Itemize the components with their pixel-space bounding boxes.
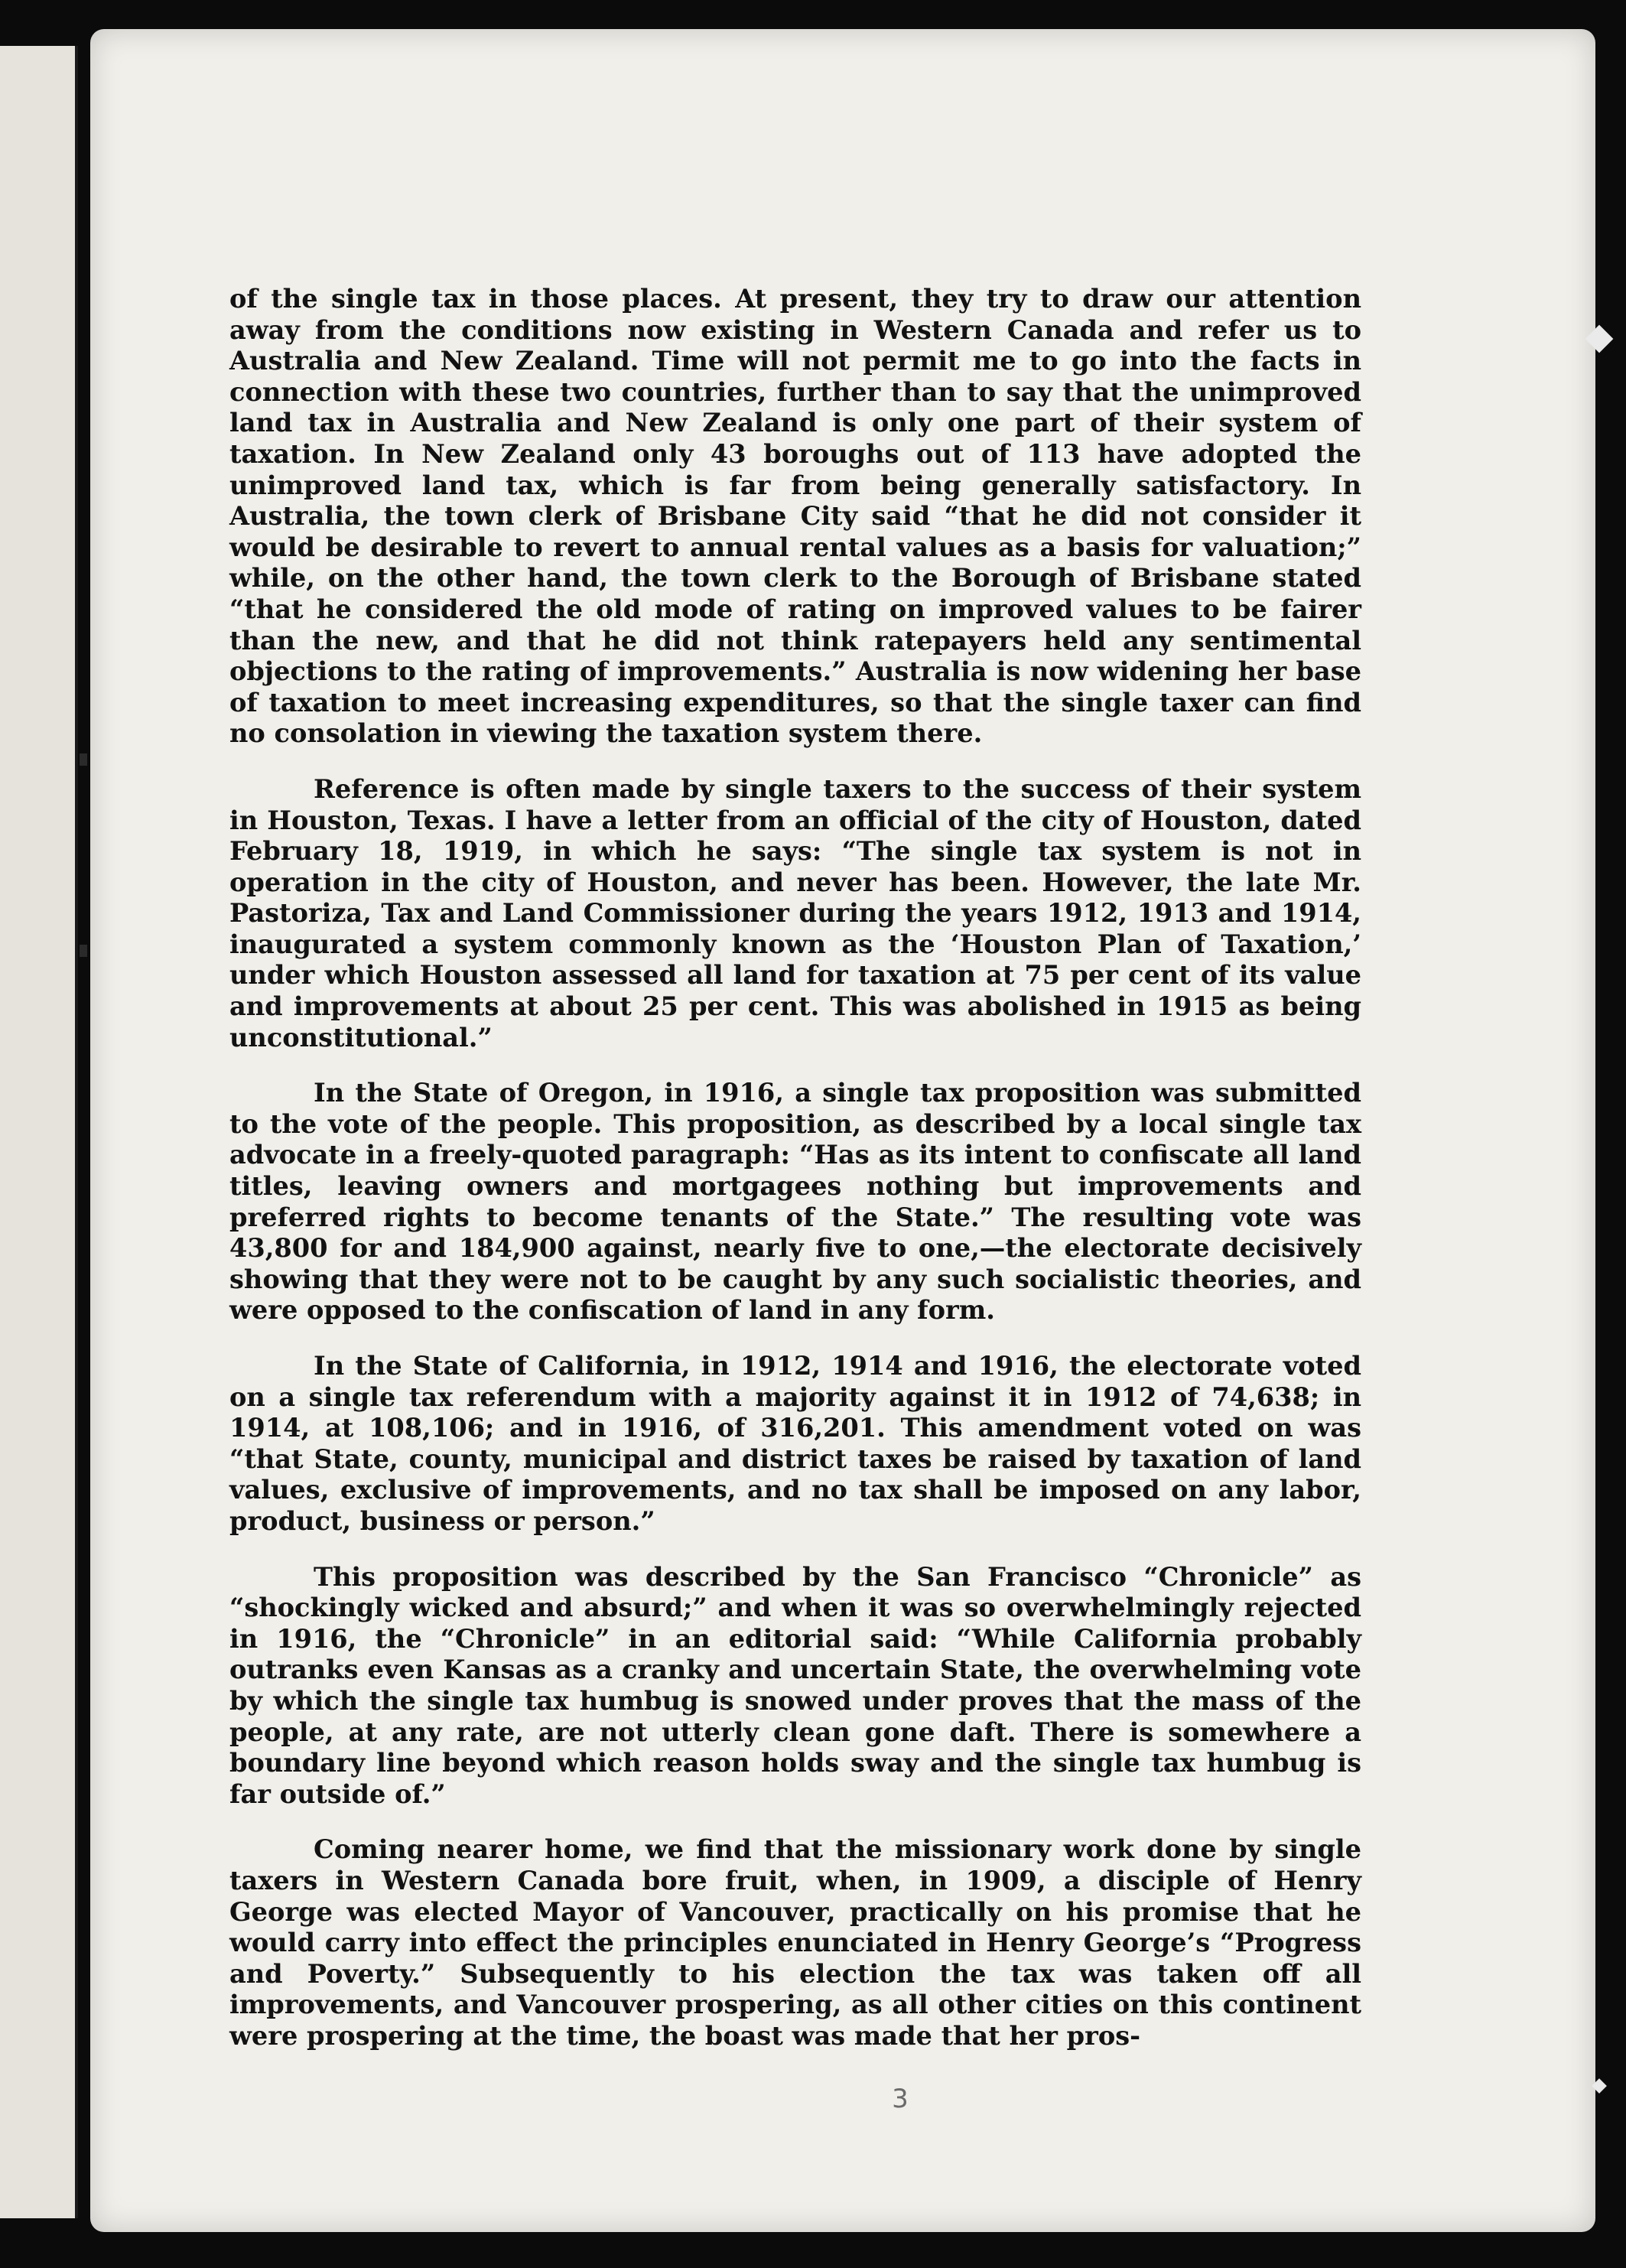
paragraph-houston: Reference is often made by single taxers to the success of their system in Houston, Texas. I have a letter from an official of the city of Houston, dated February 18, 1919, in which he says: “The single tax system is not in operation in the city of Houston, and never has been. However, the late Mr. Pastoriza, Tax and Land Commissioner during the years 1912, 1913 and 1914, inaugurated a system commonly known as the ‘Houston Plan of Taxation,’ under which Houston assessed all land for taxation at 75 per cent of its value and improvements at about 25 per cent. This was abolished in 1915 as being unconstitutional.”	[229, 773, 1361, 1053]
previous-page-edge	[0, 46, 78, 2218]
paragraph-australia-new-zealand: of the single tax in those places. At present, they try to draw our attention away from the conditions now existing in Western Canada and refer us to Australia and New Zealand. Time will not permit me to go into the facts in connection with these two countries, further than to say that the unimproved land tax in Australia and New Zealand is only one part of their system of taxation. In New Zealand only 43 boroughs out of 113 have adopted the unimproved land tax, which is far from being generally satisfactory. In Australia, the town clerk of Brisbane City said “that he did not consider it would be desirable to revert to annual rental values as a basis for valuation;” while, on the other hand, the town clerk to the Borough of Brisbane stated “that he considered the old mode of rating on improved values to be fairer than the new, and that he did not think ratepayers held any sentimental objections to the rating of improvements.” Australia is now widening her base of taxation to meet increasing expenditures, so that the single taxer can find no consolation in viewing the taxation system there.	[229, 283, 1361, 749]
paragraph-oregon: In the State of Oregon, in 1916, a single tax proposition was submitted to the vote of the people. This proposition, as described by a local single tax advocate in a freely-quoted paragraph: “Has as its intent to confiscate all land titles, leaving owners and mortgagees nothing but improvements and preferred rights to become tenants of the State.” The resulting vote was 43,800 for and 184,900 against, nearly five to one,—the electorate decisively showing that they were not to be caught by any such socialistic theories, and were opposed to the confiscation of land in any form.	[229, 1077, 1361, 1326]
margin-mark	[80, 945, 87, 957]
paragraph-vancouver: Coming nearer home, we find that the missionary work done by single taxers in Western Canada bore fruit, when, in 1909, a disciple of Henry George was elected Mayor of Vancouver, practically on his promise that he would carry into effect the principles enunciated in Henry George’s “Progress and Poverty.” Subsequently to his election the tax was taken off all improvements, and Vancouver prospering, as all other cities on this continent were prospering at the time, the boast was made that her pros-	[229, 1834, 1361, 2051]
paragraph-california: In the State of California, in 1912, 1914 and 1916, the electorate voted on a single tax referendum with a majority against it in 1912 of 74,638; in 1914, at 108,106; and in 1916, of 316,201. This amendment voted on was “that State, county, municipal and district taxes be raised by taxation of land values, exclusive of improvements, and no tax shall be imposed on any labor, product, business or person.”	[229, 1350, 1361, 1536]
body-text	[229, 283, 1361, 2075]
paragraph-chronicle: This proposition was described by the San Francisco “Chronicle” as “shockingly wicked and absurd;” and when it was so overwhelmingly rejected in 1916, the “Chronicle” in an editorial said: “While California probably outranks even Kansas as a cranky and uncertain State, the overwhelming vote by which the single tax humbug is snowed under proves that the mass of the people, at any rate, are not utterly clean gone daft. There is somewhere a boundary line beyond which reason holds sway and the single tax humbug is far outside of.”	[229, 1560, 1361, 1809]
page-number: 3	[892, 2084, 909, 2114]
margin-mark	[80, 753, 87, 766]
